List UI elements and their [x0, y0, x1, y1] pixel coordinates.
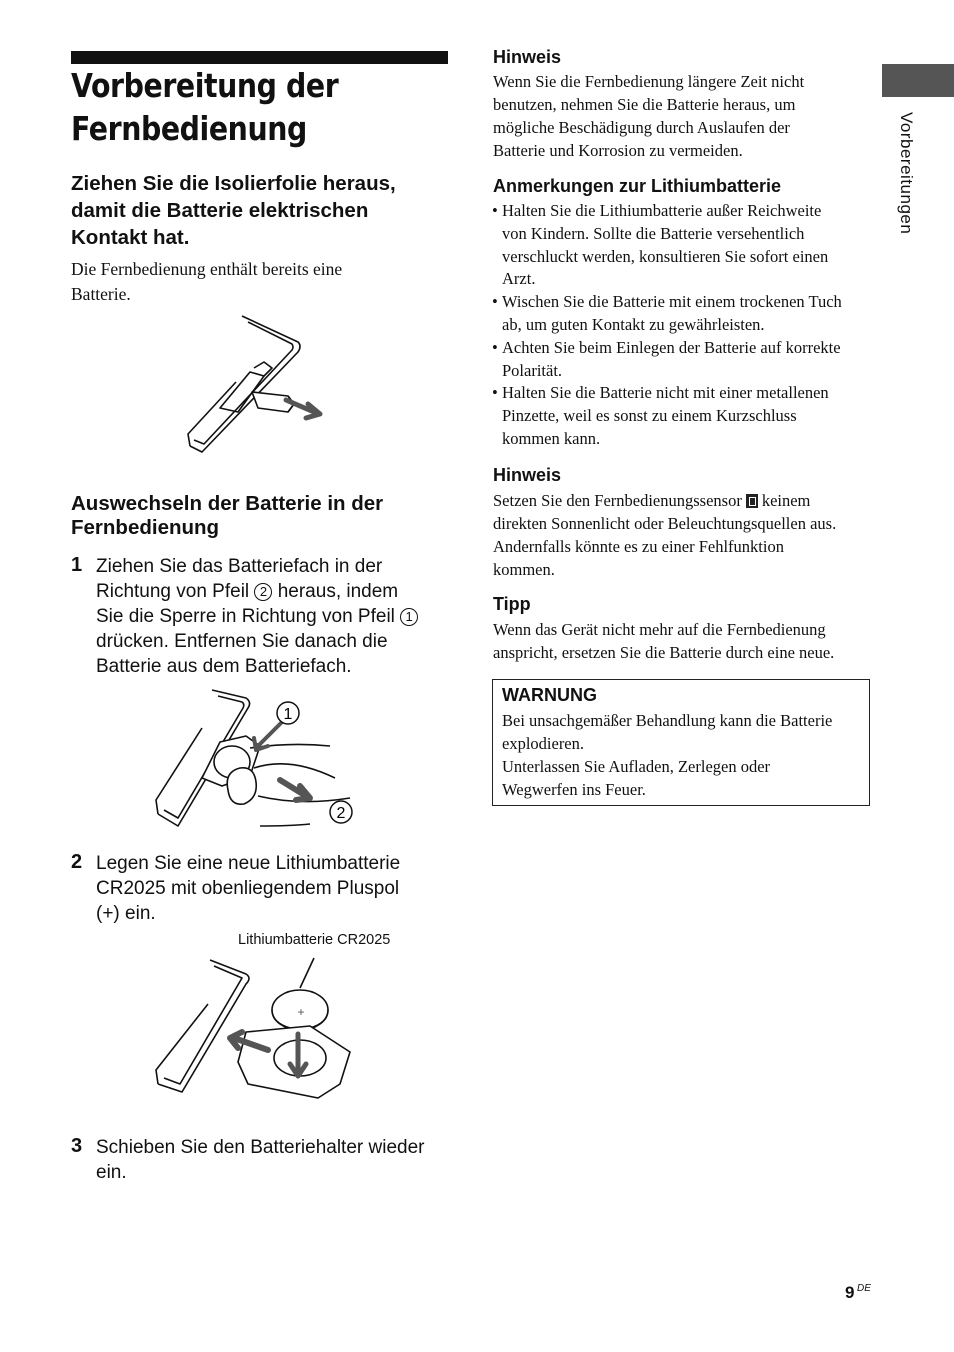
tray — [238, 1026, 350, 1098]
section-heading-auswechseln: Auswechseln der Batterie in der Fernbedienung — [71, 492, 384, 539]
list-item: • Halten Sie die Batterie nicht mit einer metallenen Pinzette, weil es sonst zu einem Kurzschluss kommen kann. — [492, 382, 877, 450]
title-rule — [71, 51, 448, 64]
remote-inner-edge — [194, 322, 293, 444]
step-3-number: 3 — [71, 1135, 83, 1157]
step-2-number: 2 — [71, 851, 83, 873]
chapter-tab-label: Vorbereitungen — [897, 112, 916, 235]
warning-heading: WARNUNG — [502, 685, 597, 705]
page-number-suffix: DE — [857, 1283, 871, 1294]
step-2-text: Legen Sie eine neue Lithiumbatterie CR2025 mit obenliegendem Pluspol (+) ein. — [96, 853, 401, 924]
section-heading-isolierfolie: Ziehen Sie die Isolierfolie heraus, damit die Batterie elektrischen Kontakt hat. — [71, 172, 396, 249]
callout-2-label: 2 — [336, 805, 346, 822]
chapter-tab-marker — [882, 64, 954, 97]
hinweis-text-2: Setzen Sie den Fernbedienungssensor keinem direkten Sonnenlicht oder Beleuchtungsquellen aus. Andernfalls könnte es zu einer Fehlfunktion kommen. — [493, 491, 837, 579]
section-intro-text: Die Fernbedienung enthält bereits eine Batterie. — [71, 259, 343, 304]
list-item: • Wischen Sie die Batterie mit einem trockenen Tuch ab, um guten Kontakt zu gewährleisten. — [492, 291, 877, 337]
remote-outline — [190, 316, 300, 452]
callout-1-label: 1 — [283, 706, 293, 723]
tipp-heading: Tipp — [493, 594, 531, 614]
warning-text: Bei unsachgemäßer Behandlung kann die Batterie explodieren. Unterlassen Sie Aufladen, Zerlegen oder Wegwerfen ins Feuer. — [502, 711, 833, 799]
anmerkungen-list — [492, 200, 877, 451]
tipp-text: Wenn das Gerät nicht mehr auf die Fernbedienung anspricht, ersetzen Sie die Batterie durch eine neue. — [493, 620, 835, 662]
step-1-number: 1 — [71, 554, 83, 576]
battery-plus-sign: + — [297, 1005, 305, 1019]
arrow-1-marker: 1 — [400, 608, 418, 626]
finger — [227, 768, 256, 804]
anmerkungen-heading: Anmerkungen zur Lithiumbatterie — [493, 176, 782, 196]
page-number: 9 — [845, 1283, 855, 1302]
remote-sensor-icon — [746, 494, 758, 508]
list-item: • Halten Sie die Lithiumbatterie außer Reichweite von Kindern. Sollte die Batterie versehentlich verschluckt werden, konsultieren Sie sofort einen Arzt. — [492, 200, 877, 291]
warning-box — [492, 679, 870, 806]
step-3-text: Schieben Sie den Batteriehalter wieder ein. — [96, 1137, 425, 1183]
insulation-sheet-figure — [180, 312, 340, 457]
step-1-text: Ziehen Sie das Batteriefach in der Richtung von Pfeil 2 heraus, indem Sie die Sperre in Richtung von Pfeil 1 drücken. Entfernen Sie danach die Batterie aus dem Batteriefach. — [96, 554, 456, 679]
arrow-2-marker: 2 — [254, 583, 272, 601]
battery-callout-label: Lithiumbatterie CR2025 — [238, 932, 391, 948]
remove-battery-figure — [150, 686, 360, 836]
list-item: • Achten Sie beim Einlegen der Batterie auf korrekte Polarität. — [492, 337, 877, 383]
insert-battery-figure — [150, 952, 370, 1117]
hinweis-text-1: Wenn Sie die Fernbedienung längere Zeit nicht benutzen, nehmen Sie die Batterie heraus, um mögliche Beschädigung durch Auslaufen der Batterie und Korrosion zu vermeiden. — [493, 72, 805, 160]
page-title: Vorbereitung der Fernbedienung — [71, 66, 339, 148]
hinweis-heading-1: Hinweis — [493, 47, 562, 67]
hinweis-heading-2: Hinweis — [493, 465, 562, 485]
